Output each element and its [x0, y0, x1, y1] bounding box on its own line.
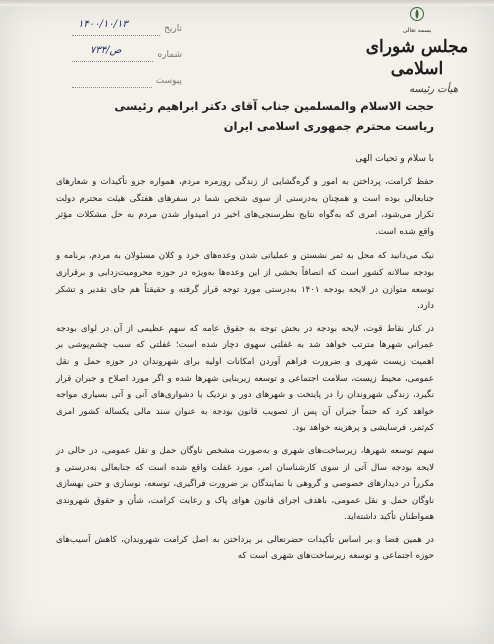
attachment-label: پیوست: [155, 76, 182, 86]
recipient-name: حجت الاسلام والمسلمین جناب آقای دکتر ابراهیم رئیسی: [114, 99, 434, 113]
paragraph-2: نیک می‌دانید که محل به ثمر نشستن و عملیاتی شدن وعده‌های خرد و کلان مسئولان به مردم، برنامه و بودجه سالانه کشور است که انصافاً بخشی از این وعده‌ها به‌ویژه در حوزه محرومیت‌زدایی و برقراری توسعه متوازن در لایحه بودجه ۱۴۰۱ به‌درستی مورد توجه قرار گرفته و حقیقتاً هم جای تقدیر و تشکر دارد.: [56, 251, 434, 312]
emblem-icon: [409, 6, 425, 22]
number-value: ۷۳۴/ص: [90, 44, 122, 56]
date-line: [72, 18, 160, 36]
greeting: با سلام و تحیات الهی: [355, 154, 434, 164]
date-row: [72, 16, 182, 42]
paragraph-5: در همین فضا و بر اساس تأکیدات حضرتعالی بر پرداختن به اصل کرامت شهروندان، کاهش آسیب‌های حوزه اجتماعی و توسعه زیرساخت‌های شهری است که: [56, 534, 434, 562]
paragraph-4: سهم توسعه شهرها، زیرساخت‌های شهری و به‌صورت مشخص ناوگان حمل و نقل عمومی، در حالی در لایحه بودجه سال آتی از سوی کارشناسان امر، مورد غفلت واقع شده است که جنابعالی به‌درستی و مکرراً در دیدارهای خصوصی و گروهی با نمایندگان بر ضرورت فراگیری، توسعه، نوسازی و حتی بهسازی ناوگان حمل و نقل عمومی، باهدف اجرای قانون هوای پاک و رعایت کرامت، شأن و حقوق شهروندی همواطنان تأکید داشته‌اید.: [56, 445, 434, 523]
letter-body: [56, 96, 434, 571]
paragraph-1: حفظ کرامت، پرداختن به امور و گره‌گشایی از زندگی روزمره مردم، همواره جزو تأکیدات و شعارهای جنابعالی بوده است و همچنان به‌درستی از سوی شخص شما در سفرهای هفتگی هیئت محترم دولت تکرار می‌شود، امری که به‌گواه نتایج نظرسنجی‌های اخیر در امیدوار شدن مردم به حل مشکلات مؤثر واقع شده است.: [56, 177, 434, 237]
recipient-title: ریاست محترم جمهوری اسلامی ایران: [223, 119, 434, 133]
letter-meta: [72, 16, 182, 94]
basmala: بسمه تعالی: [402, 27, 432, 34]
attachment-line: [72, 75, 152, 88]
letterhead: [362, 6, 472, 95]
date-value: ۱۴۰۰/۱۰/۱۳: [78, 18, 128, 30]
date-label: تاریخ: [164, 24, 182, 34]
number-label: شماره: [157, 50, 182, 60]
paragraph-3: در کنار نقاط قوت، لایحه بودجه در بخش توجه به حقوق عامه که سهم عظیمی از آن در لوای بودجه عمرانی شهرها مترتب خواهد شد به غفلتی سهوی دچار شده است؛ غفلتی که سبب چشم‌پوشی بر اهمیت زیست شهری و ضرورت فراهم آوردن امکانات اولیه برای شهروندان در حوزه حمل و نقل عمومی، محیط زیست، سلامت اجتماعی و توسعه زیربنایی شهرها شده و اگر مورد اصلاح و جبران قرار نگیرد، زندگی شهروندان را در پایتخت و شهرهای دور و نزدیک با دشواری‌های آنی و آتی بسیاری مواجه خواهد کرد که حتماً جبران آن پس از تصویب قانون بودجه به عنوان سند مالی یکساله کشور امری کم‌ثمر، فرسایشی و پرهزینه خواهد بود.: [56, 323, 434, 434]
org-name: مجلس شورای اسلامی: [365, 37, 469, 79]
org-sub: هیأت رئیسه: [409, 84, 458, 95]
attachment-row: [72, 68, 182, 94]
number-line: [72, 44, 153, 62]
number-row: [72, 42, 182, 68]
